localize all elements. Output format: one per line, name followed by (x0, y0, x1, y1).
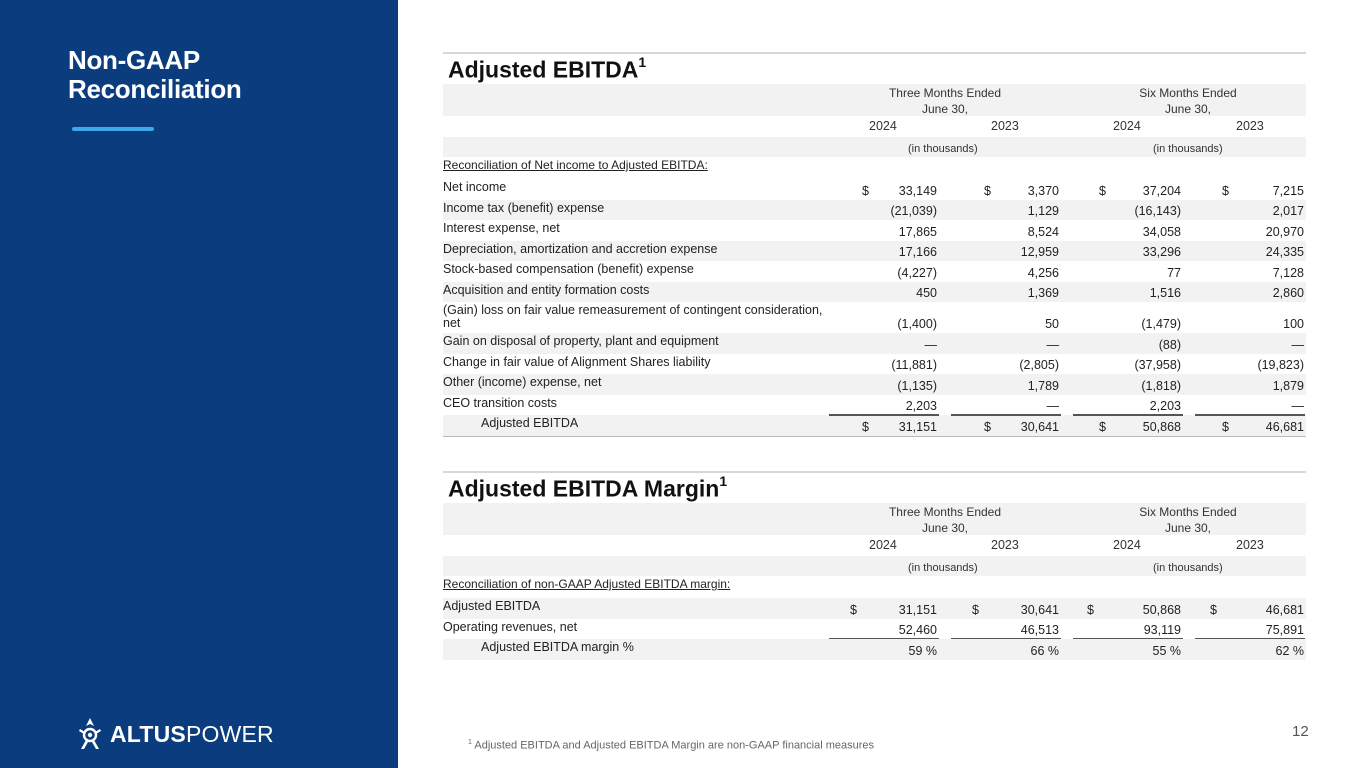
six-months-header: Six Months Ended June 30, (1139, 505, 1237, 535)
value-cell: 30,641 (1020, 602, 1059, 617)
year-header: 2024 (869, 538, 897, 552)
value-cell: 2,017 (1272, 204, 1304, 218)
table-row (443, 639, 1306, 660)
value-cell: 8,524 (1027, 224, 1059, 239)
value-cell: 46,513 (1020, 623, 1059, 637)
value-cell: 34,058 (1142, 224, 1181, 239)
section-title-adjusted-ebitda: Adjusted EBITDA$^1$ (443, 52, 1306, 84)
value-cell: 62 % (1275, 643, 1304, 658)
table-row (443, 200, 1306, 221)
currency-symbol: $ (1210, 602, 1217, 617)
reconciliation-label: Reconciliation of non-GAAP Adjusted EBITDA margin: (443, 577, 731, 591)
row-label: Adjusted EBITDA (443, 599, 541, 613)
value-cell: 1,129 (1027, 204, 1059, 218)
altus-logo-icon (78, 717, 102, 751)
adjusted-ebitda-margin-section (443, 471, 1306, 660)
table-row (443, 282, 1306, 303)
table-row (443, 333, 1306, 354)
row-label: Stock-based compensation (benefit) expense (443, 262, 694, 276)
value-cell: 450 (916, 286, 937, 300)
table-row (443, 415, 1306, 437)
value-cell: 46,681 (1265, 419, 1304, 434)
subtotal-rule (1195, 415, 1305, 416)
table-row (443, 354, 1306, 375)
value-cell: 1,369 (1027, 286, 1059, 300)
value-cell: 66 % (1030, 643, 1059, 658)
row-label: Acquisition and entity formation costs (443, 282, 650, 297)
currency-symbol: $ (984, 183, 991, 198)
value-cell: 77 (1167, 265, 1181, 280)
value-cell: 3,370 (1027, 183, 1059, 198)
value-cell: 37,204 (1142, 183, 1181, 198)
currency-symbol: $ (850, 602, 857, 617)
table-row (443, 598, 1306, 619)
table-row (443, 302, 1306, 333)
value-cell: — (1046, 399, 1059, 413)
value-cell: 4,256 (1027, 265, 1059, 280)
value-cell: 31,151 (898, 602, 937, 617)
year-header-row (443, 535, 1306, 556)
sidebar (0, 0, 398, 768)
value-cell: (2,805) (1019, 358, 1059, 372)
table-row (443, 261, 1306, 282)
year-header: 2024 (1113, 119, 1141, 133)
currency-symbol: $ (984, 419, 991, 434)
subtotal-rule (1073, 415, 1183, 416)
units-label: (in thousands) (1153, 143, 1223, 155)
units-label: (in thousands) (1153, 562, 1223, 574)
value-cell: (1,479) (1141, 317, 1181, 331)
row-label: Gain on disposal of property, plant and equipment (443, 334, 719, 348)
six-months-header: Six Months Ended June 30, (1139, 86, 1237, 116)
three-months-header: Three Months Ended June 30, (888, 505, 1002, 535)
value-cell: (11,881) (891, 358, 937, 372)
row-label: Change in fair value of Alignment Shares liability (443, 354, 711, 369)
currency-symbol: $ (1099, 183, 1106, 198)
value-cell: — (1291, 337, 1304, 352)
column-group-header (443, 84, 1306, 116)
footnote: $^1$ Adjusted EBITDA and Adjusted EBITDA Margin are non-GAAP financial measures (468, 739, 875, 752)
altus-power-logo (78, 717, 274, 751)
value-cell: 31,151 (898, 419, 937, 434)
value-cell: 2,203 (905, 399, 937, 413)
title-accent-bar (72, 127, 154, 131)
value-cell: 20,970 (1265, 224, 1304, 239)
value-cell: 55 % (1152, 643, 1181, 658)
currency-symbol: $ (972, 602, 979, 617)
row-label: Net income (443, 180, 507, 194)
row-label: Interest expense, net (443, 221, 560, 235)
table-row (443, 179, 1306, 200)
value-cell: 1,789 (1027, 378, 1059, 393)
year-header: 2023 (1236, 538, 1264, 552)
row-label: Income tax (benefit) expense (443, 200, 605, 215)
value-cell: (19,823) (1257, 358, 1304, 372)
table-row (443, 220, 1306, 241)
value-cell: 50 (1045, 317, 1059, 331)
row-label: CEO transition costs (443, 395, 557, 410)
value-cell: 33,149 (898, 183, 937, 198)
value-cell: 1,879 (1272, 378, 1304, 393)
currency-symbol: $ (862, 419, 869, 434)
row-label: Operating revenues, net (443, 619, 578, 634)
value-cell: 30,641 (1020, 419, 1059, 434)
currency-symbol: $ (1099, 419, 1106, 434)
year-header: 2023 (1236, 119, 1264, 133)
value-cell: 17,865 (898, 224, 937, 239)
currency-symbol: $ (1087, 602, 1094, 617)
row-label: Adjusted EBITDA margin % (481, 640, 634, 654)
value-cell: (16,143) (1134, 204, 1181, 218)
value-cell: 2,860 (1272, 286, 1304, 300)
subtotal-rule (951, 415, 1061, 416)
subtotal-rule (829, 415, 939, 416)
value-cell: 7,128 (1272, 265, 1304, 280)
value-cell: — (1046, 337, 1059, 352)
table-row (443, 619, 1306, 640)
value-cell: 50,868 (1142, 419, 1181, 434)
value-cell: 7,215 (1272, 183, 1304, 198)
table-row (443, 241, 1306, 262)
units-row (443, 137, 1306, 157)
value-cell: 17,166 (898, 245, 937, 259)
value-cell: (4,227) (897, 265, 937, 280)
column-group-header (443, 503, 1306, 535)
units-row (443, 556, 1306, 576)
currency-symbol: $ (1222, 419, 1229, 434)
value-cell: 12,959 (1020, 245, 1059, 259)
value-cell: 59 % (908, 643, 937, 658)
value-cell: 2,203 (1149, 399, 1181, 413)
value-cell: 24,335 (1265, 245, 1304, 259)
value-cell: 50,868 (1142, 602, 1181, 617)
value-cell: (21,039) (890, 204, 937, 218)
table-row (443, 374, 1306, 395)
row-label: Adjusted EBITDA (481, 416, 579, 430)
currency-symbol: $ (1222, 183, 1229, 198)
year-header-row (443, 116, 1306, 137)
value-cell: 75,891 (1265, 623, 1304, 637)
units-label: (in thousands) (908, 143, 978, 155)
row-label: (Gain) loss on fair value remeasurement of contingent consideration, net (443, 303, 823, 330)
year-header: 2023 (991, 119, 1019, 133)
units-label: (in thousands) (908, 562, 978, 574)
value-cell: — (924, 337, 937, 352)
value-cell: (1,818) (1141, 378, 1181, 393)
row-label: Depreciation, amortization and accretion expense (443, 241, 718, 256)
page-title-line1: Non-GAAP (68, 45, 200, 75)
value-cell: 100 (1283, 317, 1304, 331)
value-cell: (88) (1158, 337, 1181, 352)
section-title-adjusted-ebitda-margin: Adjusted EBITDA Margin$^1$ (443, 471, 1306, 503)
value-cell: (1,400) (897, 317, 937, 331)
value-cell: — (1291, 399, 1304, 413)
currency-symbol: $ (862, 183, 869, 198)
value-cell: (37,958) (1134, 358, 1181, 372)
page-title-line2: Reconciliation (68, 74, 242, 104)
logo-wordmark: ALTUSPOWER (110, 720, 274, 747)
page-title (68, 46, 328, 104)
value-cell: 1,516 (1149, 286, 1181, 300)
table-row (443, 395, 1306, 416)
year-header: 2024 (1113, 538, 1141, 552)
value-cell: 46,681 (1265, 602, 1304, 617)
year-header: 2023 (991, 538, 1019, 552)
adjusted-ebitda-section (443, 52, 1306, 437)
three-months-header: Three Months Ended June 30, (888, 86, 1002, 116)
value-cell: 93,119 (1143, 623, 1181, 637)
value-cell: 33,296 (1142, 245, 1181, 259)
value-cell: 52,460 (898, 623, 937, 637)
year-header: 2024 (869, 119, 897, 133)
row-label: Other (income) expense, net (443, 375, 602, 389)
page-number: 12 (1292, 723, 1309, 740)
ebitda-table-body (443, 179, 1306, 437)
value-cell: (1,135) (897, 378, 937, 393)
reconciliation-label: Reconciliation of Net income to Adjusted EBITDA: (443, 158, 708, 172)
margin-table-body (443, 598, 1306, 660)
